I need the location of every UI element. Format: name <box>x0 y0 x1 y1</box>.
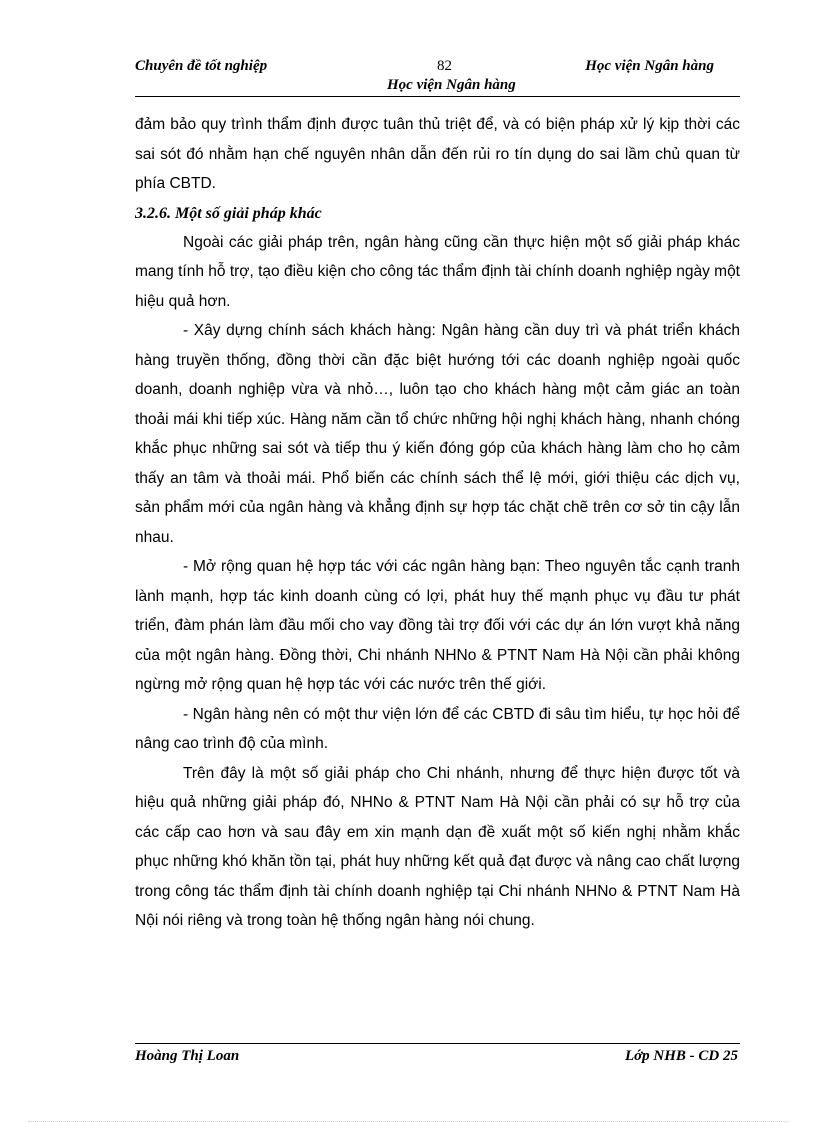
header-right-title: Học viện Ngân hàng <box>585 58 714 74</box>
document-body <box>135 110 740 936</box>
page-number: 82 <box>437 58 452 74</box>
section-heading: 3.2.6. Một số giải pháp khác <box>135 204 322 222</box>
page-footer <box>135 1043 740 1068</box>
paragraph-conclusion: Trên đây là một số giải pháp cho Chi nhánh, nhưng để thực hiện được tốt và hiệu quả những giải pháp đó, NHNo & PTNT Nam Hà Nội cần phải có sự hỗ trợ của các cấp cao hơn và sau đây em xin mạnh dạn đề xuất một số kiến nghị nhằm khắc phục những khó khăn tồn tại, phát huy những kết quả đạt được và nâng cao chất lượng trong công tác thẩm định tài chính doanh nghiệp tại Chi nhánh NHNo & PTNT Nam Hà Nội nói riêng và trong toàn hệ thống ngân hàng nói chung. <box>135 764 740 929</box>
paragraph-library: - Ngân hàng nên có một thư viện lớn để các CBTD đi sâu tìm hiểu, tự học hỏi để nâng cao trình độ của mình. <box>135 705 740 752</box>
footer-author: Hoàng Thị Loan <box>135 1048 240 1064</box>
header-subtitle: Học viện Ngân hàng <box>387 77 516 93</box>
paragraph-intro: Ngoài các giải pháp trên, ngân hàng cũng cần thực hiện một số giải pháp khác mang tính hỗ trợ, tạo điều kiện cho công tác thẩm định tài chính doanh nghiệp ngày một hiệu quả hơn. <box>135 233 740 310</box>
footer-class: Lớp NHB - CD 25 <box>624 1048 738 1064</box>
page-header <box>135 56 740 97</box>
paragraph-customer-policy: - Xây dựng chính sách khách hàng: Ngân hàng cần duy trì và phát triển khách hàng truyền thống, đồng thời cần đặc biệt hướng tới các doanh nghiệp ngoài quốc doanh, doanh nghiệp vừa và nhỏ…, luôn tạo cho khách hàng một cảm giác an toàn thoải mái khi tiếp xúc. Hàng năm cần tổ chức những hội nghị khách hàng, nhanh chóng khắc phục những sai sót và tiếp thu ý kiến đóng góp của khách hàng làm cho họ cảm thấy an tâm và thoải mái. Phổ biến các chính sách thể lệ mới, giới thiệu các dịch vụ, sản phẩm mới của ngân hàng và khẳng định sự hợp tác chặt chẽ trên cơ sở tin cậy lẫn nhau. <box>135 322 740 546</box>
page-bottom-divider <box>28 1121 788 1122</box>
paragraph-continuation: đảm bảo quy trình thẩm định được tuân thủ triệt để, và có biện pháp xử lý kịp thời các sai sót đó nhằm hạn chế nguyên nhân dẫn đến rủi ro tín dụng do sai lầm chủ quan từ phía CBTD. <box>135 116 740 192</box>
paragraph-bank-cooperation: - Mở rộng quan hệ hợp tác với các ngân hàng bạn: Theo nguyên tắc cạnh tranh lành mạnh, hợp tác kinh doanh cùng có lợi, phát huy thế mạnh phục vụ đầu tư phát triển, đàm phán làm đầu mối cho vay đồng tài trợ đối với các dự án lớn vượt khả năng của một ngân hàng. Đồng thời, Chi nhánh NHNo & PTNT Nam Hà Nội cần phải không ngừng mở rộng quan hệ hợp tác với các nước trên thế giới. <box>135 558 740 693</box>
header-left-title: Chuyên đề tốt nghiệp <box>135 58 268 74</box>
